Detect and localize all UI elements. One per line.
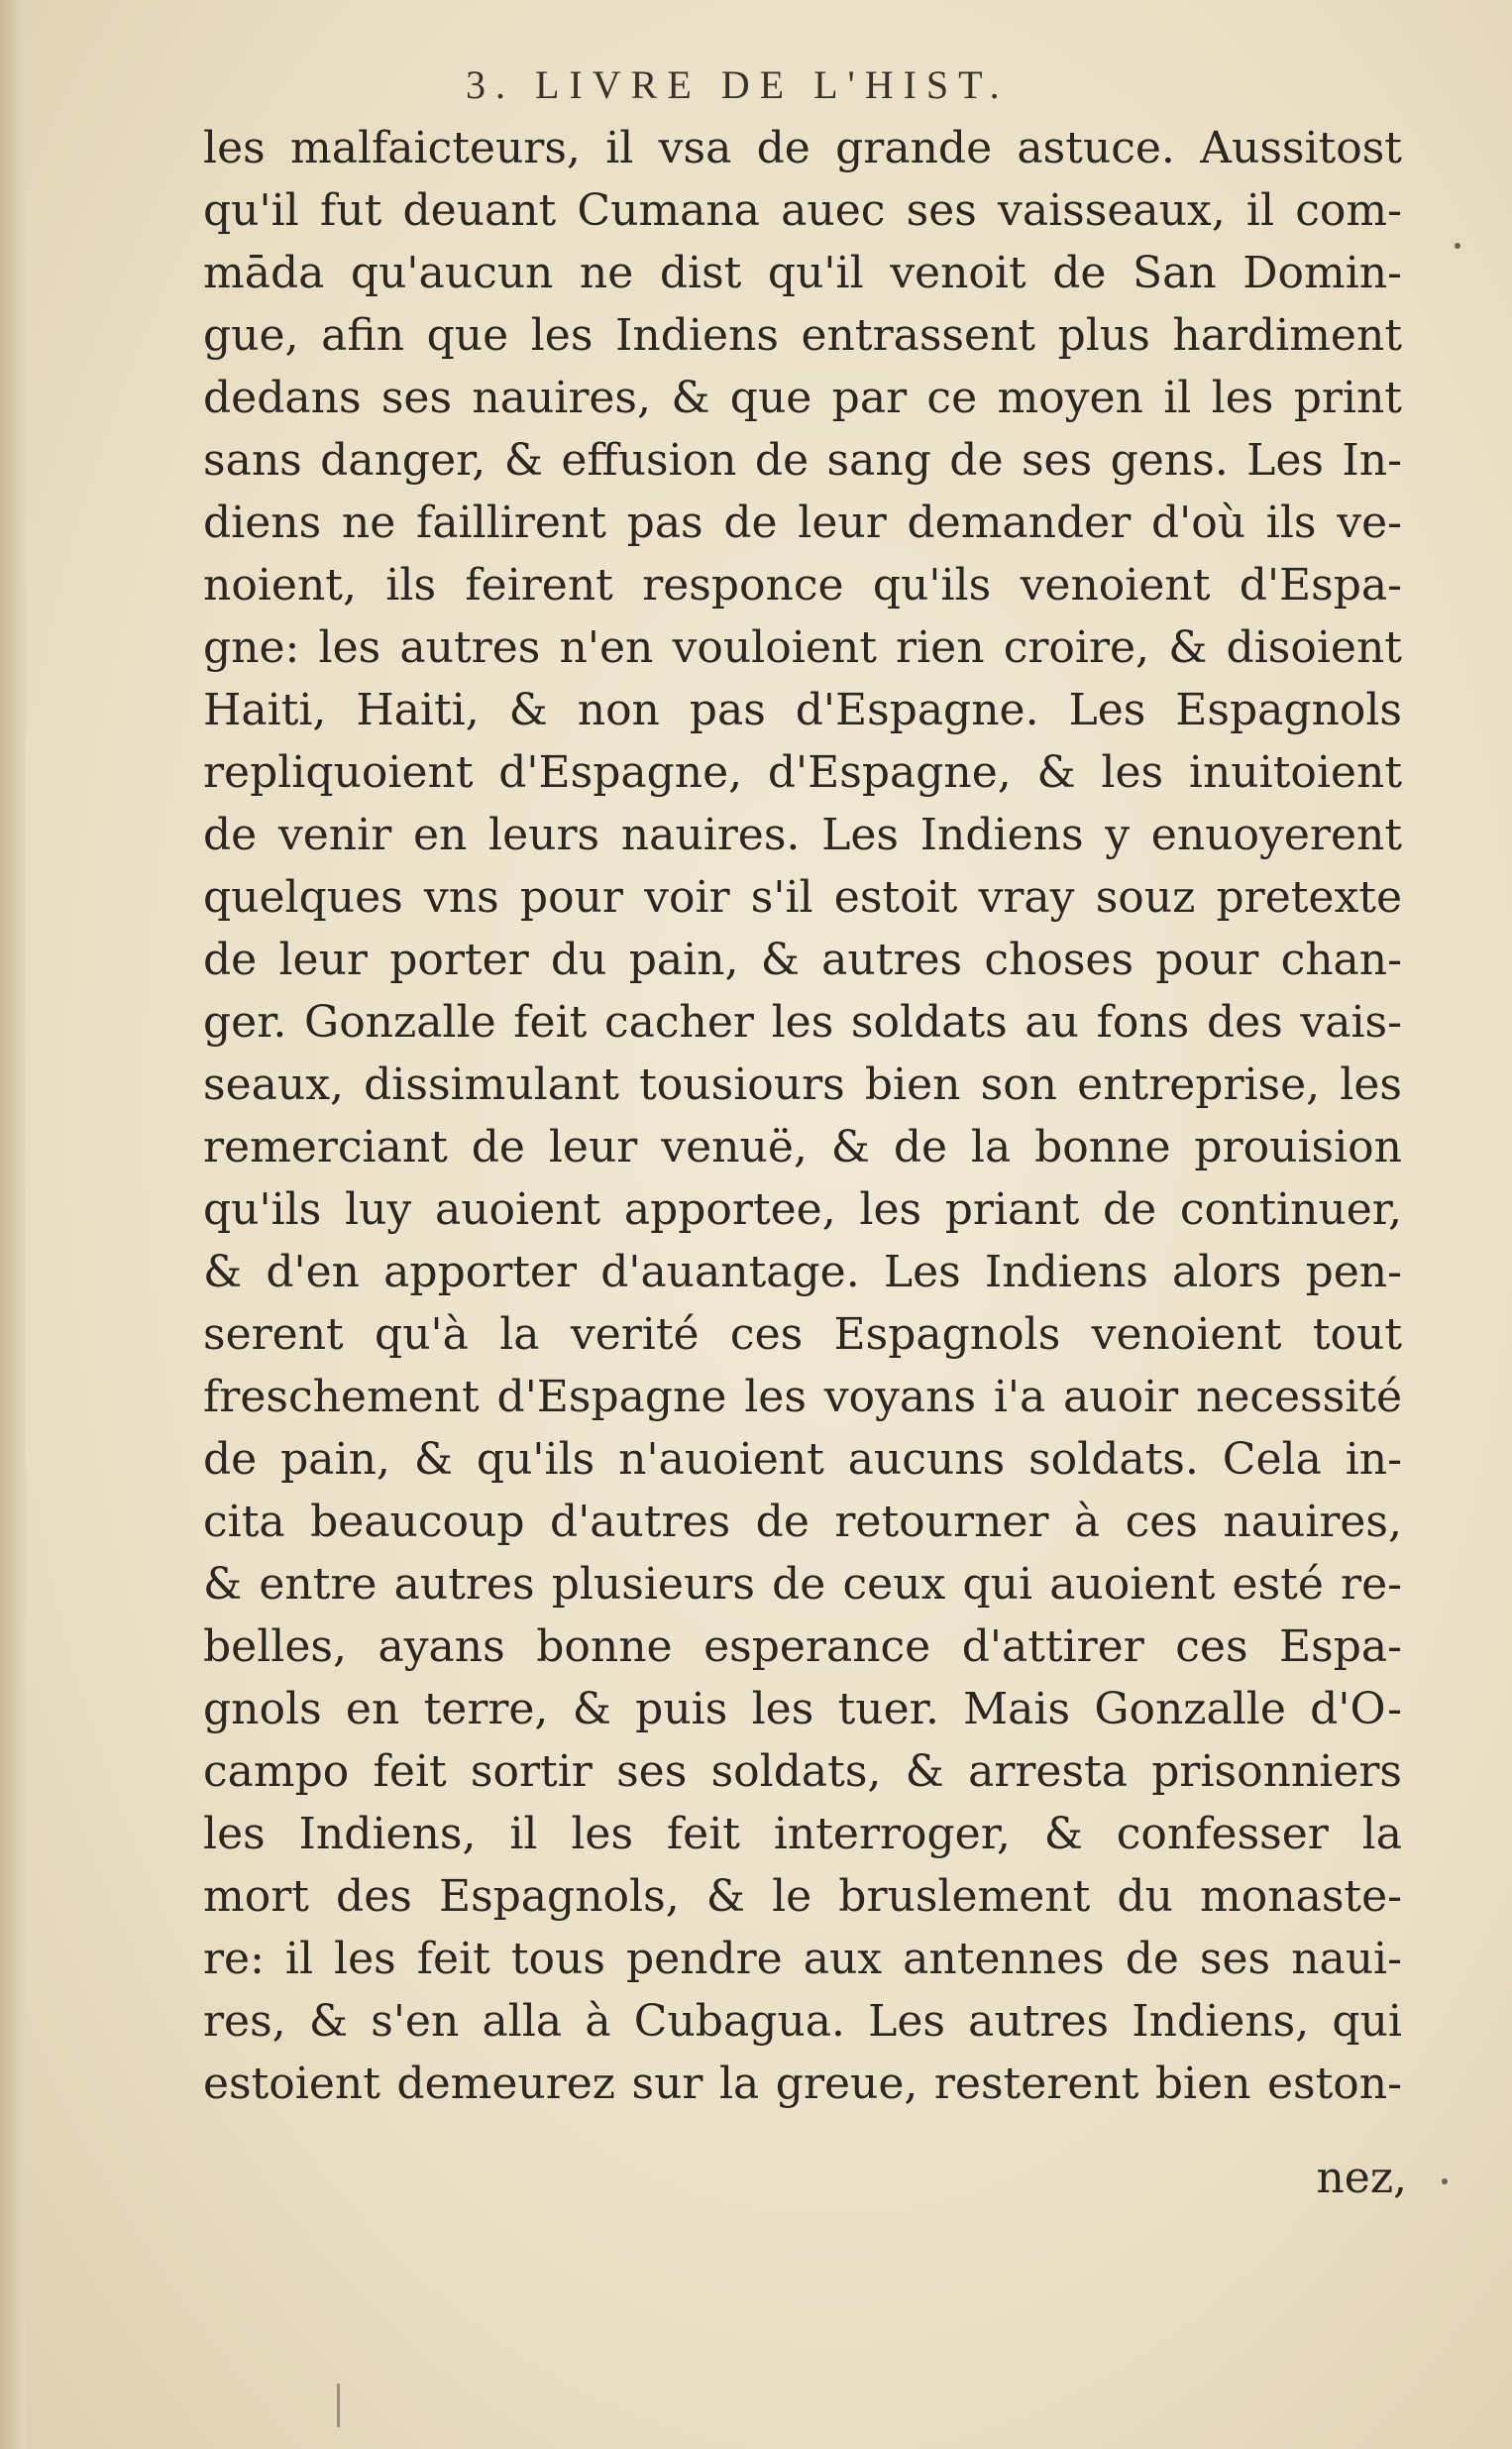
text-line: de pain, & qu'ils n'auoient aucuns soldats. Cela in- <box>203 1434 1402 1485</box>
bottom-margin-mark <box>337 2384 340 2427</box>
text-line: mort des Espagnols, & le bruslement du monaste- <box>203 1871 1402 1922</box>
text-line: qu'ils luy auoient apportee, les priant de continuer, <box>203 1184 1402 1235</box>
text-line: noient, ils feirent responce qu'ils venoient d'Espa- <box>203 560 1402 611</box>
text-line: freschement d'Espagne les voyans i'a auoir necessité <box>203 1372 1402 1422</box>
text-line: ger. Gonzalle feit cacher les soldats au fons des vais- <box>203 997 1402 1048</box>
margin-mark <box>1455 243 1460 249</box>
text-line: les Indiens, il les feit interroger, & confesser la <box>203 1809 1402 1859</box>
text-line: repliquoient d'Espagne, d'Espagne, & les inuitoient <box>203 747 1402 798</box>
text-line: re: il les feit tous pendre aux antennes de ses naui- <box>203 1934 1402 1984</box>
running-head: 3. LIVRE DE L'HIST. <box>466 62 1010 107</box>
text-line: res, & s'en alla à Cubagua. Les autres Indiens, qui <box>203 1996 1402 2047</box>
text-line: qu'il fut deuant Cumana auec ses vaisseaux, il com- <box>203 185 1402 236</box>
text-line: seaux, dissimulant tousiours bien son entreprise, les <box>203 1059 1402 1110</box>
text-line: & d'en apporter d'auantage. Les Indiens alors pen- <box>203 1247 1402 1297</box>
margin-mark <box>1442 2178 1448 2184</box>
text-line: gue, afin que les Indiens entrassent plus hardiment <box>203 310 1402 361</box>
text-line: cita beaucoup d'autres de retourner à ces nauires, <box>203 1497 1402 1547</box>
text-line: gne: les autres n'en vouloient rien croire, & disoient <box>203 622 1402 673</box>
text-line: serent qu'à la verité ces Espagnols venoient tout <box>203 1309 1402 1360</box>
text-line: māda qu'aucun ne dist qu'il venoit de San Domin- <box>203 248 1402 298</box>
text-line: Haiti, Haiti, & non pas d'Espagne. Les Espagnols <box>203 685 1402 735</box>
text-line: sans danger, & effusion de sang de ses gens. Les In- <box>203 435 1402 486</box>
text-line: & entre autres plusieurs de ceux qui auoient esté re- <box>203 1559 1402 1610</box>
page-gutter-edge <box>0 0 26 2449</box>
text-line: gnols en terre, & puis les tuer. Mais Gonzalle d'O- <box>203 1684 1402 1734</box>
text-line: campo feit sortir ses soldats, & arresta prisonniers <box>203 1746 1402 1797</box>
text-line: de venir en leurs nauires. Les Indiens y enuoyerent <box>203 810 1402 860</box>
text-line: les malfaicteurs, il vsa de grande astuce. Aussitost <box>203 123 1402 173</box>
text-line: de leur porter du pain, & autres choses pour chan- <box>203 935 1402 985</box>
catchword: nez, <box>1316 2153 1407 2203</box>
text-line: estoient demeurez sur la greue, resterent bien eston- <box>203 2059 1402 2109</box>
text-line: remerciant de leur venuë, & de la bonne prouision <box>203 1122 1402 1172</box>
text-line: quelques vns pour voir s'il estoit vray souz pretexte <box>203 872 1402 923</box>
text-line: dedans ses nauires, & que par ce moyen il les print <box>203 373 1402 423</box>
text-line: belles, ayans bonne esperance d'attirer ces Espa- <box>203 1621 1402 1672</box>
text-line: diens ne faillirent pas de leur demander d'où ils ve- <box>203 498 1402 548</box>
body-text <box>203 117 1402 2115</box>
